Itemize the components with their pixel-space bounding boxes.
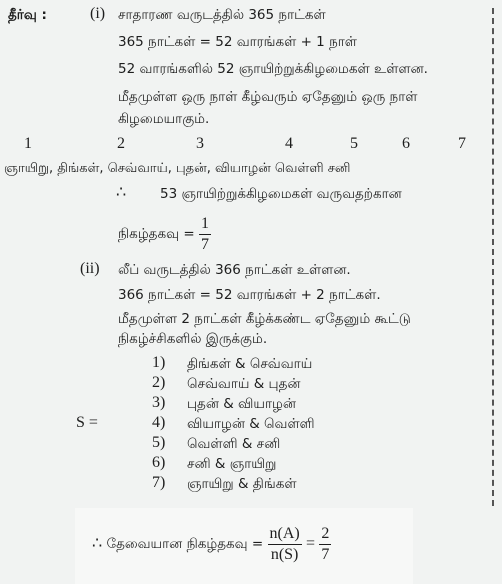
fraction-denominator: 7	[200, 235, 209, 253]
outcome-number: 7)	[152, 474, 166, 491]
part-ii-line-2: 366 நாட்கள் = 52 வாரங்கள் + 2 நாட்கள்.	[118, 287, 381, 303]
conclusion-line: 53 ஞாயிற்றுக்கிழமைகள் வருவதற்கான	[160, 186, 402, 202]
outcome-pair: புதன் & வியாழன்	[187, 396, 296, 412]
solution-label: தீர்வு :	[8, 7, 47, 23]
fraction-denominator: 7	[321, 545, 330, 563]
outcome-pair: வெள்ளி & சனி	[187, 436, 281, 452]
probability-label: நிகழ்தகவு =	[118, 226, 195, 242]
day-number: 2	[117, 135, 125, 152]
fraction-numerator: 1	[199, 214, 211, 235]
part-ii-line-4: நிகழ்ச்சிகளில் இருக்கும்.	[118, 331, 268, 347]
day-number: 6	[402, 135, 410, 152]
part-i-line-2: 365 நாட்கள் = 52 வாரங்கள் + 1 நாள்	[118, 34, 357, 50]
outcome-number: 2)	[152, 374, 166, 391]
probability-fraction	[199, 214, 211, 255]
part-ii-line-3: மீதமுள்ள 2 நாட்கள் கீழ்க்கண்ட ஏதேனும் கூட்டு	[118, 311, 411, 327]
outcome-number: 6)	[152, 454, 166, 471]
day-number: 3	[196, 135, 204, 152]
outcome-pair: திங்கள் & செவ்வாய்	[187, 356, 313, 372]
day-number: 1	[24, 135, 32, 152]
part-i-marker: (i)	[90, 5, 106, 22]
outcome-number: 1)	[152, 354, 166, 371]
day-number: 4	[285, 135, 293, 152]
part-ii-line-1: லீப் வருடத்தில் 366 நாட்கள் உள்ளன.	[118, 262, 351, 278]
part-i-line-4: மீதமுள்ள ஒரு நாள் கீழ்வரும் ஏதேனும் ஒரு நாள்	[118, 89, 418, 105]
outcome-number: 5)	[152, 434, 166, 451]
final-value-fraction	[319, 524, 331, 565]
therefore-symbol: ∴	[116, 184, 127, 201]
therefore-symbol: ∴	[92, 535, 103, 552]
equals-sign: =	[306, 535, 316, 552]
final-probability-line	[92, 516, 331, 572]
outcome-pair: ஞாயிறு & திங்கள்	[187, 476, 297, 492]
day-number: 7	[458, 135, 466, 152]
nA-over-nS-fraction	[268, 524, 302, 565]
margin-dashed-rule	[492, 8, 494, 506]
fraction-numerator: n(A)	[268, 524, 302, 545]
part-i-line-3: 52 வாரங்களில் 52 ஞாயிற்றுக்கிழமைகள் உள்ளன.	[118, 61, 428, 77]
final-probability-label: தேவையான நிகழ்தகவு =	[106, 536, 264, 552]
part-i-line-5: கிழமையாகும்.	[118, 111, 210, 127]
outcome-pair: சனி & ஞாயிறு	[187, 456, 277, 472]
fraction-numerator: 2	[319, 524, 331, 545]
days-line: ஞாயிறு, திங்கள், செவ்வாய், புதன், வியாழன் வெள்ளி சனி	[4, 161, 351, 176]
outcome-number: 3)	[152, 394, 166, 411]
probability-line-i	[118, 212, 211, 256]
fraction-denominator: n(S)	[270, 545, 299, 563]
outcome-number: 4)	[152, 414, 166, 431]
outcome-pair: செவ்வாய் & புதன்	[187, 376, 301, 392]
day-number: 5	[350, 135, 358, 152]
set-s-label: S =	[76, 414, 98, 431]
outcome-pair: வியாழன் & வெள்ளி	[187, 416, 315, 432]
part-ii-marker: (ii)	[80, 260, 100, 277]
part-i-line-1: சாதாரண வருடத்தில் 365 நாட்கள்	[118, 7, 326, 23]
